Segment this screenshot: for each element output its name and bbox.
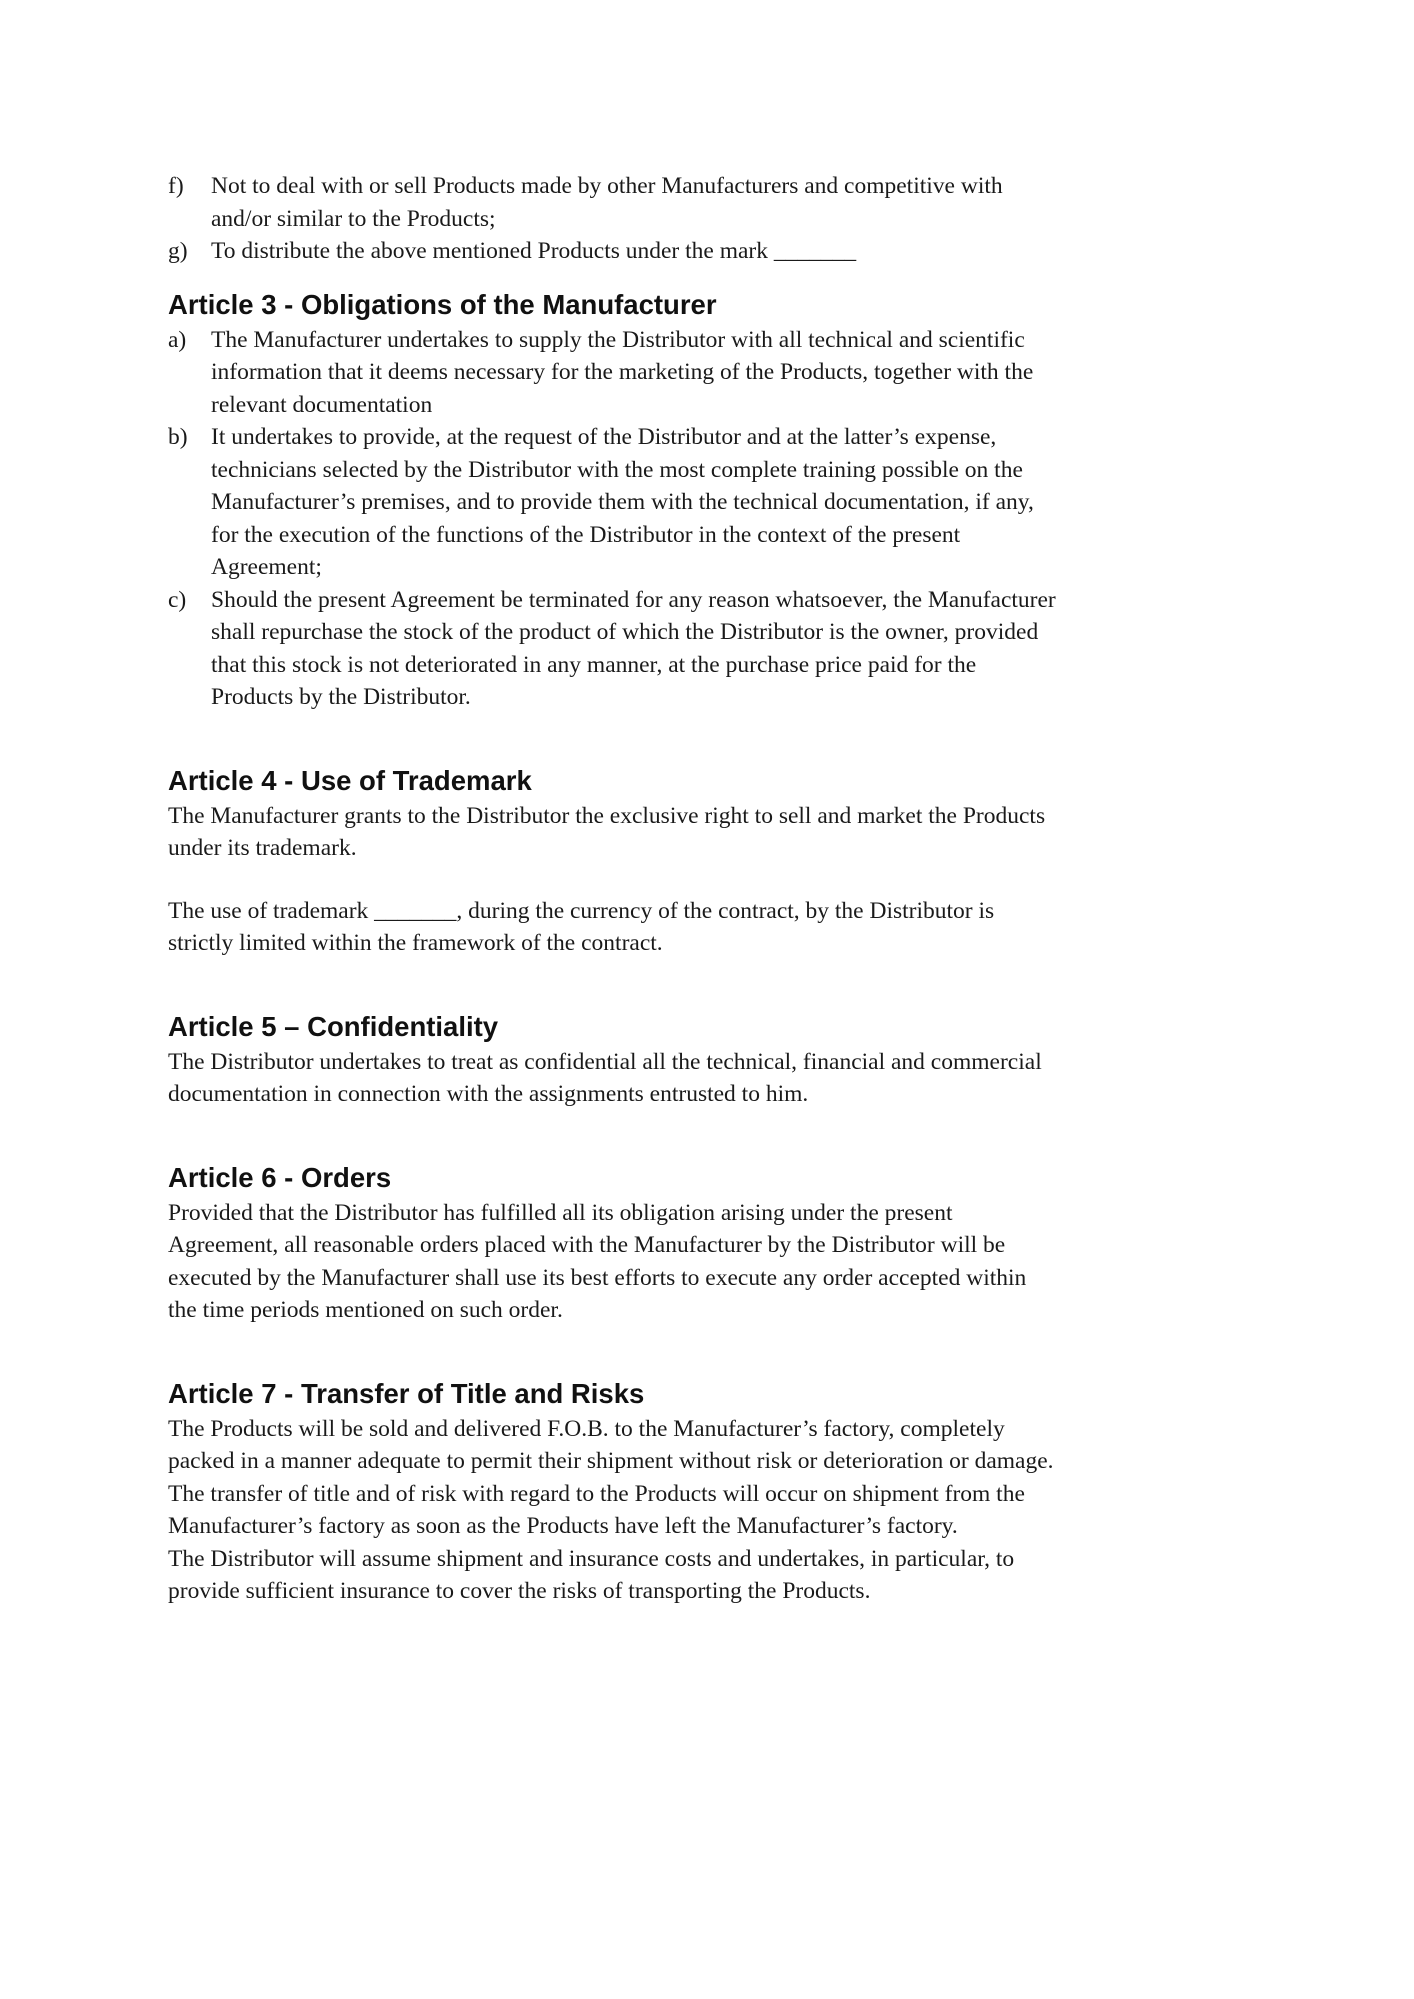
article-7-paragraph-1 xyxy=(168,1413,1258,1608)
text-line: Provided that the Distributor has fulfilled all its obligation arising under the present xyxy=(168,1199,953,1226)
list-marker: f) xyxy=(168,173,184,199)
article-5-paragraph-1 xyxy=(168,1046,1258,1111)
list-item-a xyxy=(168,324,1258,422)
text-line: the time periods mentioned on such order. xyxy=(168,1297,563,1323)
article-3-heading: Article 3 - Obligations of the Manufacturer xyxy=(168,288,717,320)
list-item-c xyxy=(168,584,1258,714)
text-line: that this stock is not deteriorated in any manner, at the purchase price paid for the xyxy=(211,651,977,678)
article-6-heading: Article 6 - Orders xyxy=(168,1161,392,1193)
article-5-heading: Article 5 – Confidentiality xyxy=(168,1010,499,1042)
text-line: Products by the Distributor. xyxy=(211,684,471,710)
text-line: shall repurchase the stock of the product of which the Distributor is the owner, provided xyxy=(211,619,1039,645)
list-item-g xyxy=(168,235,1258,268)
text-line: executed by the Manufacturer shall use its best efforts to execute any order accepted within xyxy=(168,1264,1027,1291)
list-item-text xyxy=(211,324,1258,422)
text-line: for the execution of the functions of the Distributor in the context of the present xyxy=(211,521,961,548)
text-line: The use of trademark _______, during the currency of the contract, by the Distributor is xyxy=(168,897,995,924)
article-6-paragraph-1 xyxy=(168,1197,1258,1327)
text-line: The Distributor will assume shipment and insurance costs and undertakes, in particular, to xyxy=(168,1545,1015,1572)
text-line: Should the present Agreement be terminated for any reason whatsoever, the Manufacturer xyxy=(211,586,1056,613)
text-line: It undertakes to provide, at the request of the Distributor and at the latter’s expense, xyxy=(211,424,997,450)
text-line: relevant documentation xyxy=(211,391,433,418)
text-line: The Manufacturer grants to the Distributor the exclusive right to sell and market the Products xyxy=(168,802,1046,829)
text-line: The Products will be sold and delivered F.O.B. to the Manufacturer’s factory, completely xyxy=(168,1415,1005,1442)
text-line: information that it deems necessary for the marketing of the Products, together with the xyxy=(211,359,1034,385)
list-item-b xyxy=(168,421,1258,584)
list-item-text xyxy=(211,421,1258,584)
article-4-heading: Article 4 - Use of Trademark xyxy=(168,764,532,796)
list-item-text xyxy=(211,170,1258,235)
text-line: strictly limited within the framework of the contract. xyxy=(168,930,663,956)
document-page xyxy=(168,170,1258,1608)
text-line: Manufacturer’s premises, and to provide them with the technical documentation, if any, xyxy=(211,489,1034,515)
text-line: The transfer of title and of risk with regard to the Products will occur on shipment from the xyxy=(168,1480,1025,1507)
text-line: under its trademark. xyxy=(168,835,357,861)
list-item-f xyxy=(168,170,1258,235)
text-line: Agreement; xyxy=(211,554,322,580)
text-line: documentation in connection with the assignments entrusted to him. xyxy=(168,1081,809,1107)
text-line: Agreement, all reasonable orders placed with the Manufacturer by the Distributor will be xyxy=(168,1232,1006,1258)
list-marker: c) xyxy=(168,586,187,613)
text-line: Manufacturer’s factory as soon as the Products have left the Manufacturer’s factory. xyxy=(168,1513,958,1539)
text-line: provide sufficient insurance to cover the risks of transporting the Products. xyxy=(168,1578,871,1604)
text-line: packed in a manner adequate to permit their shipment without risk or deterioration or damage. xyxy=(168,1448,1054,1474)
article-4-paragraph-1 xyxy=(168,800,1258,865)
list-marker: b) xyxy=(168,424,188,450)
article-4-paragraph-2 xyxy=(168,895,1258,960)
article-3-list xyxy=(168,324,1258,714)
list-marker: g) xyxy=(168,238,188,264)
article-7-heading: Article 7 - Transfer of Title and Risks xyxy=(168,1377,645,1409)
text-line: The Distributor undertakes to treat as confidential all the technical, financial and commercial xyxy=(168,1048,1042,1075)
list-marker: a) xyxy=(168,326,187,353)
list-item-text xyxy=(211,584,1258,714)
text-line: The Manufacturer undertakes to supply the Distributor with all technical and scientific xyxy=(211,326,1025,353)
list-item-text xyxy=(211,235,1258,268)
text-line: To distribute the above mentioned Products under the mark _______ xyxy=(211,238,857,264)
text-line: and/or similar to the Products; xyxy=(211,205,496,232)
article-2-list xyxy=(168,170,1258,268)
text-line: technicians selected by the Distributor with the most complete training possible on the xyxy=(211,456,1023,483)
text-line: Not to deal with or sell Products made by other Manufacturers and competitive with xyxy=(211,173,1003,199)
